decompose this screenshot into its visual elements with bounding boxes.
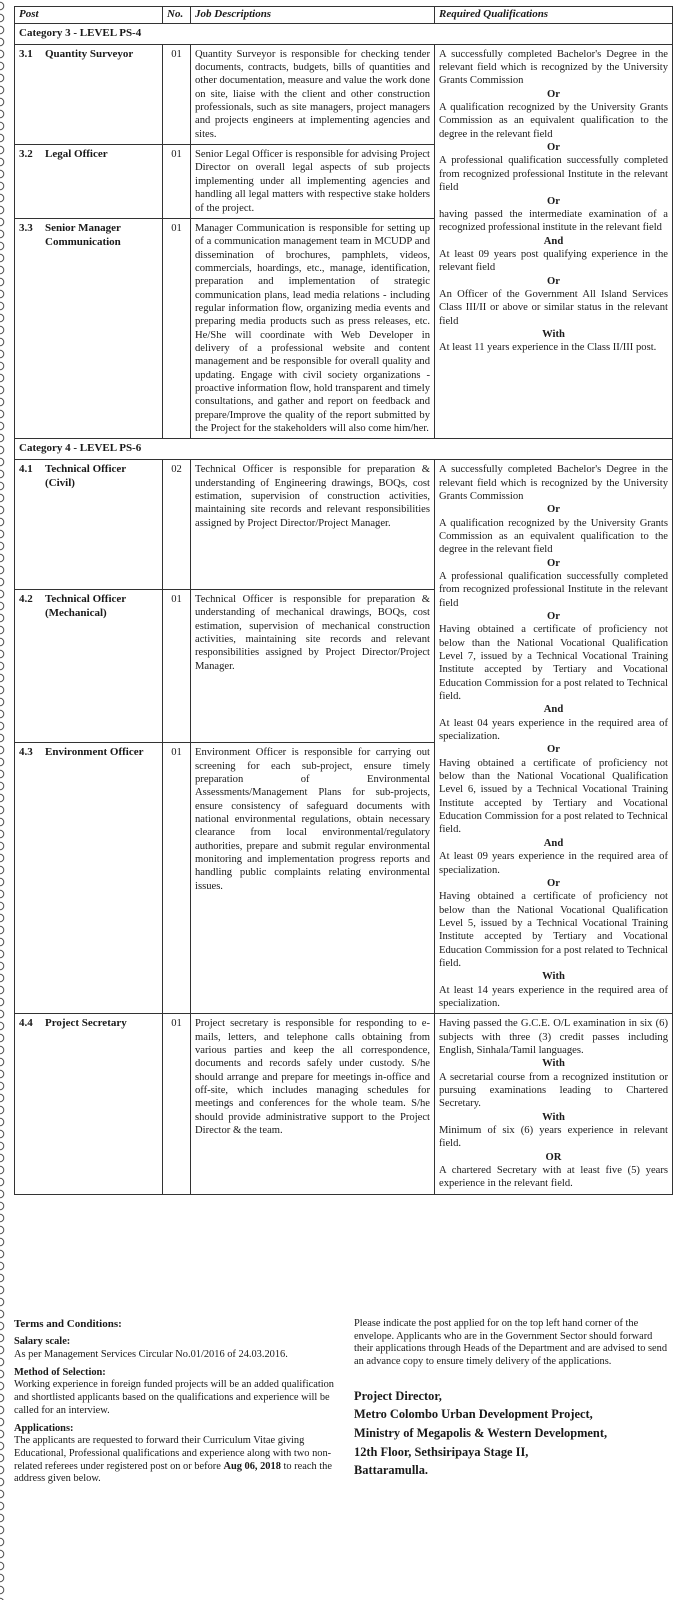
qualification-connector: Or bbox=[547, 195, 560, 207]
terms-left-column bbox=[14, 1318, 334, 1486]
qualification-item: At least 09 years post qualifying experience in the relevant field bbox=[439, 248, 668, 274]
qualification-connector: Or bbox=[547, 744, 560, 756]
method-text: Working experience in foreign funded projects will be an added qualification and shortlisted applicants based on the qualifications and experience will be called for an interview. bbox=[14, 1379, 335, 1416]
qualification-item: having passed the intermediate examination of a recognized professional institute in the relevant field bbox=[439, 208, 668, 234]
salary-heading: Salary scale: bbox=[14, 1336, 71, 1348]
qualification-item: A secretarial course from a recognized institution or pursuing examinations leading to Chartered Secretary. bbox=[439, 1071, 668, 1110]
category-row bbox=[15, 23, 673, 44]
header-no: No. bbox=[163, 7, 191, 24]
terms-right-column bbox=[354, 1318, 672, 1486]
qualifications-cell bbox=[435, 460, 673, 1014]
closing-date: Aug 06, 2018 bbox=[223, 1460, 281, 1472]
table-row bbox=[15, 44, 673, 144]
post-title: Technical Officer (Civil) bbox=[45, 463, 126, 490]
job-description: Environment Officer is responsible for carrying out screening for each sub-project, ensure timely preparation of Environmental Assessments/Management Plans for sub-projects, ensure consistency of safeguard documents with national environmental regulations, obtain necessary clearance from local environmental/regulatory authorities, prepare and submit regular environmental monitoring and implementation progress reports and handling public complaints relating environmental issues. bbox=[191, 743, 435, 1014]
post-number: 3.2 bbox=[19, 148, 33, 161]
qualifications-list bbox=[439, 463, 668, 1010]
post-title: Quantity Surveyor bbox=[45, 47, 134, 60]
qualification-connector: And bbox=[543, 704, 564, 716]
header-job-descriptions: Job Descriptions bbox=[191, 7, 435, 24]
qualification-connector: And bbox=[543, 235, 564, 247]
qualification-item: A successfully completed Bachelor's Degree in the relevant field which is recognized by the University Grants Commission bbox=[439, 464, 668, 502]
post-count: 01 bbox=[163, 1014, 191, 1194]
table-header-row bbox=[15, 7, 673, 24]
qualification-item: At least 11 years experience in the Class II/III post. bbox=[439, 342, 657, 354]
post-title: Environment Officer bbox=[45, 746, 144, 759]
post-cell bbox=[15, 460, 163, 590]
post-number: 3.1 bbox=[19, 47, 33, 60]
envelope-note: Please indicate the post applied for on the top left hand corner of the envelope. Applicants who are in the Government Sector should forward their applications through Heads of the Department and are advised to send an advance copy to ensure timely delivery of the applications. bbox=[354, 1318, 668, 1368]
qualification-connector: OR bbox=[545, 1151, 562, 1163]
job-description: Technical Officer is responsible for preparation & understanding of mechanical drawings, BOQs, cost estimation, supervision of mechanical construction activities, maintaining site records and relevant responsibilities assigned by Project Director/Project Manager. bbox=[191, 590, 435, 743]
category-row bbox=[15, 439, 673, 460]
address-line: Metro Colombo Urban Development Project, bbox=[354, 1407, 593, 1422]
qualification-connector: Or bbox=[547, 504, 560, 516]
address-line: 12th Floor, Sethsiripaya Stage II, bbox=[354, 1444, 529, 1459]
salary-text: As per Management Services Circular No.01/2016 of 24.03.2016. bbox=[14, 1349, 288, 1361]
contact-address bbox=[354, 1387, 672, 1480]
post-cell bbox=[15, 590, 163, 743]
post-count: 02 bbox=[163, 460, 191, 590]
applications-body: The applicants are requested to forward their Curriculum Vitae giving Educational, Professional qualifications and experience along with two non-related referees under registered post on or before bbox=[14, 1435, 332, 1472]
qualification-item: Having obtained a certificate of proficiency not below than the National Vocational Qualification Level 7, issued by a Technical Vocational Training Institute accepted by Tertiary and Vocational Education Commission for a post related to Technical field. bbox=[439, 624, 668, 703]
qualification-item: Having passed the G.C.E. O/L examination in six (6) subjects with three (3) credit passes including English, Sinhala/Tamil languages. bbox=[439, 1018, 668, 1056]
qualification-item: A professional qualification successfully completed from recognized professional Institute in the relevant field bbox=[439, 570, 668, 609]
qualification-connector: With bbox=[542, 1111, 565, 1123]
qualification-connector: With bbox=[542, 971, 565, 983]
method-heading: Method of Selection: bbox=[14, 1366, 106, 1378]
header-post: Post bbox=[15, 7, 163, 24]
post-cell bbox=[15, 44, 163, 144]
qualification-item: Having obtained a certificate of proficiency not below than the National Vocational Qualification Level 5, issued by a Technical Vocational Training Institute accepted by Tertiary and Vocational Education Commission for a post related to Technical field. bbox=[439, 891, 668, 969]
post-title: Technical Officer (Mechanical) bbox=[45, 593, 126, 619]
post-title: Legal Officer bbox=[45, 148, 108, 161]
qualification-connector: Or bbox=[547, 275, 560, 287]
qualification-item: Having obtained a certificate of proficiency not below than the National Vocational Qualification Level 6, issued by a Technical Vocational Training Institute accepted by Tertiary and Vocational Education Commission for a post related to Technical field. bbox=[439, 757, 668, 836]
qualification-connector: Or bbox=[547, 142, 560, 154]
header-required-qualifications: Required Qualifications bbox=[435, 7, 673, 24]
qualification-item: A successfully completed Bachelor's Degree in the relevant field which is recognized by the University Grants Commission bbox=[439, 48, 668, 87]
vacancy-table-frame bbox=[14, 6, 672, 1195]
qualification-connector: With bbox=[542, 328, 565, 340]
qualification-item: At least 14 years experience in the required area of specialization. bbox=[439, 984, 668, 1009]
category-3-title: Category 3 - LEVEL PS-4 bbox=[15, 23, 673, 44]
post-number: 3.3 bbox=[19, 221, 33, 234]
qualification-connector: Or bbox=[547, 877, 560, 889]
qualifications-list bbox=[439, 48, 668, 355]
qualifications-list bbox=[439, 1017, 668, 1190]
post-number: 4.2 bbox=[19, 593, 33, 606]
qualification-connector: Or bbox=[547, 610, 560, 622]
applications-tail: to reach the address given below. bbox=[14, 1460, 332, 1485]
post-number: 4.4 bbox=[19, 1017, 33, 1030]
qualification-connector: Or bbox=[547, 557, 560, 569]
post-title: Project Secretary bbox=[45, 1017, 127, 1030]
job-description: Manager Communication is responsible for setting up of a communication management team in MCUDP and dissemination of brochures, pamphlets, videos, commercials, hoardings, etc., manage, identification, preparation and implementation of strategic communication plans, lead media relations - including regular information flow, organizing media events and preparing media products such as press releases, etc. He/She will coordinate with Web Developer in delivery of a professional website and content management and be responsible for overall quality and updating. Engage with civil society organizations - proactive information flow, hold transparent and timely consultations, and gather and report on feedback and prepare/Improve the quality of the report submitted by the Project for the stakeholders will also come him/her. bbox=[191, 218, 435, 439]
applications-text bbox=[14, 1435, 334, 1486]
terms-section bbox=[14, 1318, 672, 1486]
qualification-connector: Or bbox=[547, 88, 560, 100]
qualifications-cell bbox=[435, 1014, 673, 1194]
qualifications-cell bbox=[435, 44, 673, 439]
qualification-connector: With bbox=[542, 1058, 565, 1070]
job-description: Quantity Surveyor is responsible for checking tender documents, contracts, budgets, bills of quantities and other documentation, measure and value the work done on site, liaise with the client and other construction professionals, such as site managers, project managers and projects engineers at implementing agencies and sites. bbox=[191, 44, 435, 144]
scalloped-border bbox=[0, 0, 10, 1600]
post-number: 4.1 bbox=[19, 463, 33, 476]
post-count: 01 bbox=[163, 145, 191, 219]
qualification-item: A qualification recognized by the University Grants Commission as an equivalent qualification to the degree in the relevant field bbox=[439, 102, 668, 140]
post-cell bbox=[15, 218, 163, 439]
job-description: Project secretary is responsible for responding to e-mails, letters, and telephone calls obtaining from various parties and keep the all correspondence, documents and records safely under custody. S/he should arrange and prepare for meetings in-office and off-site, which includes managing schedules for meetings and conferences for the whole team. S/he should provide administrative support to the Project Director & the team. bbox=[191, 1014, 435, 1194]
post-title: Senior Manager Communication bbox=[45, 221, 121, 248]
address-line: Ministry of Megapolis & Western Development, bbox=[354, 1425, 608, 1440]
category-4-title: Category 4 - LEVEL PS-6 bbox=[15, 439, 673, 460]
post-count: 01 bbox=[163, 743, 191, 1014]
applications-heading: Applications: bbox=[14, 1422, 74, 1434]
post-count: 01 bbox=[163, 218, 191, 439]
table-row bbox=[15, 460, 673, 590]
post-cell bbox=[15, 145, 163, 219]
qualification-item: A chartered Secretary with at least five (5) years experience in the relevant field. bbox=[439, 1165, 668, 1190]
post-cell bbox=[15, 1014, 163, 1194]
address-line: Battaramulla. bbox=[354, 1463, 428, 1478]
qualification-item: A qualification recognized by the University Grants Commission as an equivalent qualification to the degree in the relevant field bbox=[439, 517, 668, 556]
post-number: 4.3 bbox=[19, 746, 33, 759]
post-count: 01 bbox=[163, 44, 191, 144]
post-count: 01 bbox=[163, 590, 191, 743]
qualification-connector: And bbox=[543, 837, 564, 849]
terms-title: Terms and Conditions: bbox=[14, 1318, 122, 1330]
vacancy-table bbox=[14, 6, 673, 1195]
qualification-item: At least 04 years experience in the required area of specialization. bbox=[439, 717, 668, 743]
post-cell bbox=[15, 743, 163, 1014]
table-row bbox=[15, 1014, 673, 1194]
qualification-item: An Officer of the Government All Island Services Class III/II or above or similar status in the relevant field bbox=[439, 288, 668, 327]
job-description: Technical Officer is responsible for preparation & understanding of Engineering drawings, BOQs, cost estimation, supervision of construction activities, maintaining site records and relevant responsibilities assigned by Project Director/Project Manager. bbox=[191, 460, 435, 590]
qualification-item: At least 09 years experience in the required area of specialization. bbox=[439, 851, 668, 876]
qualification-item: A professional qualification successfully completed from recognized professional Institute in the relevant field bbox=[439, 155, 668, 194]
qualification-item: Minimum of six (6) years experience in relevant field. bbox=[439, 1125, 668, 1150]
address-line: Project Director, bbox=[354, 1388, 442, 1403]
job-description: Senior Legal Officer is responsible for advising Project Director on overall legal aspects of sub projects implementing under all implementing agencies and handling all legal matters with respective stake holders of the project. bbox=[191, 145, 435, 219]
